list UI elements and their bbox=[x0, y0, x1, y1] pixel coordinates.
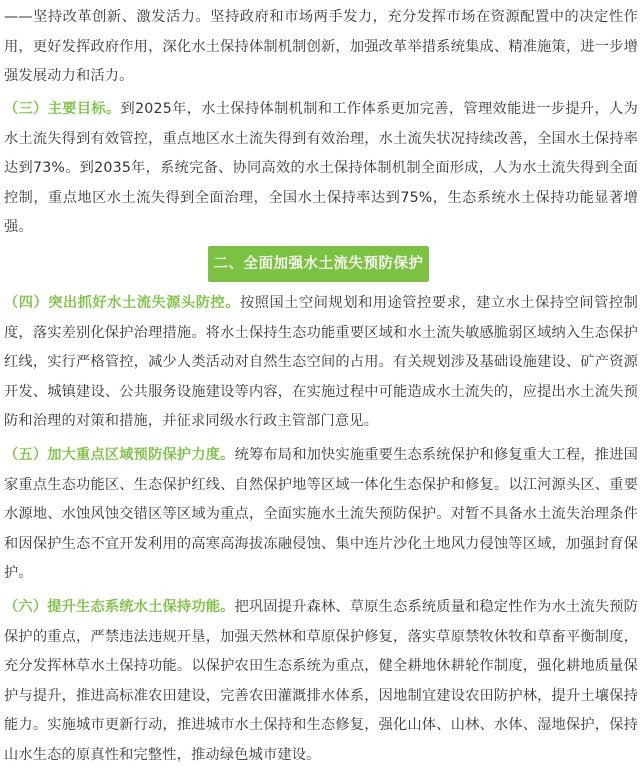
paragraph-key-area-protection-text: 统筹布局和加快实施重要生态系统保护和修复重大工程，推进国家重点生态功能区、生态保护红线、自然保护地等区域一体化生态保护和修复。以江河源头区、重要水源地、水蚀风蚀交错区等区域为重点，全面实施水土流失预防保护。对暂不具备水土流失治理条件和因保护生态不宜开发利用的高寒高海拔冻融侵蚀、集中连片沙化土地风力侵蚀等区域，加强封育保护。 bbox=[4, 447, 639, 582]
paragraph-ecosystem-function-heading: （六）提升生态系统水土保持功能。 bbox=[4, 599, 235, 615]
paragraph-intro-text: ——坚持改革创新、激发活力。坚持政府和市场两手发力，充分发挥市场在资源配置中的决定性作用，更好发挥政府作用，深化水土保持体制机制创新，加强改革举措系统集成、精准施策，进一步增强发展动力和活力。 bbox=[4, 9, 638, 85]
paragraph-key-area-protection-heading: （五）加大重点区域预防保护力度。 bbox=[4, 447, 235, 463]
paragraph-intro bbox=[4, 3, 638, 92]
paragraph-source-control-text: 按照国土空间规划和用途管控要求，建立水土保持空间管控制度，落实差别化保护治理措施。将水土保持生态功能重要区域和水土流失敏感脆弱区域纳入生态保护红线，实行严格管控，减少人类活动对自然生态空间的占用。有关规划涉及基础设施建设、矿产资源开发、城镇建设、公共服务设施建设等内容，在实施过程中可能造成水土流失的，应提出水土流失预防和治理的对策和措施，并征求同级水行政主管部门意见。 bbox=[4, 295, 639, 430]
paragraph-key-area-protection bbox=[4, 441, 638, 589]
paragraph-source-control bbox=[4, 289, 638, 437]
paragraph-source-control-heading: （四）突出抓好水土流失源头防控。 bbox=[4, 295, 241, 311]
section-title-banner: 二、全面加强水土流失预防保护 bbox=[208, 246, 429, 282]
paragraph-main-goals-text: 到2025年，水土保持体制机制和工作体系更加完善，管理效能进一步提升，人为水土流失得到有效管控，重点地区水土流失得到有效治理，水土流失状况持续改善，全国水土保持率达到73%。到2035年，系统完备、协同高效的水土保持体制机制全面形成，人为水土流失得到全面控制，重点地区水土流失得到全面治理，全国水土保持率达到75%，生态系统水土保持功能显著增强。 bbox=[4, 101, 638, 236]
paragraph-main-goals bbox=[4, 95, 638, 243]
paragraph-ecosystem-function bbox=[4, 593, 638, 771]
paragraph-ecosystem-function-text: 把巩固提升森林、草原生态系统质量和稳定性作为水土流失预防保护的重点，严禁违法违规开垦，加强天然林和草原保护修复，落实草原禁牧休牧和草畜平衡制度，充分发挥林草水土保持功能。以保护农田生态系统为重点，健全耕地休耕轮作制度，强化耕地质量保护与提升，推进高标准农田建设，完善农田灌溉排水体系，因地制宜建设农田防护林，提升土壤保持能力。实施城市更新行动，推进城市水土保持和生态修复，强化山体、山林、水体、湿地保护，保持山水生态的原真性和完整性，推动绿色城市建设。 bbox=[4, 599, 639, 763]
paragraph-main-goals-heading: （三）主要目标。 bbox=[4, 101, 121, 117]
